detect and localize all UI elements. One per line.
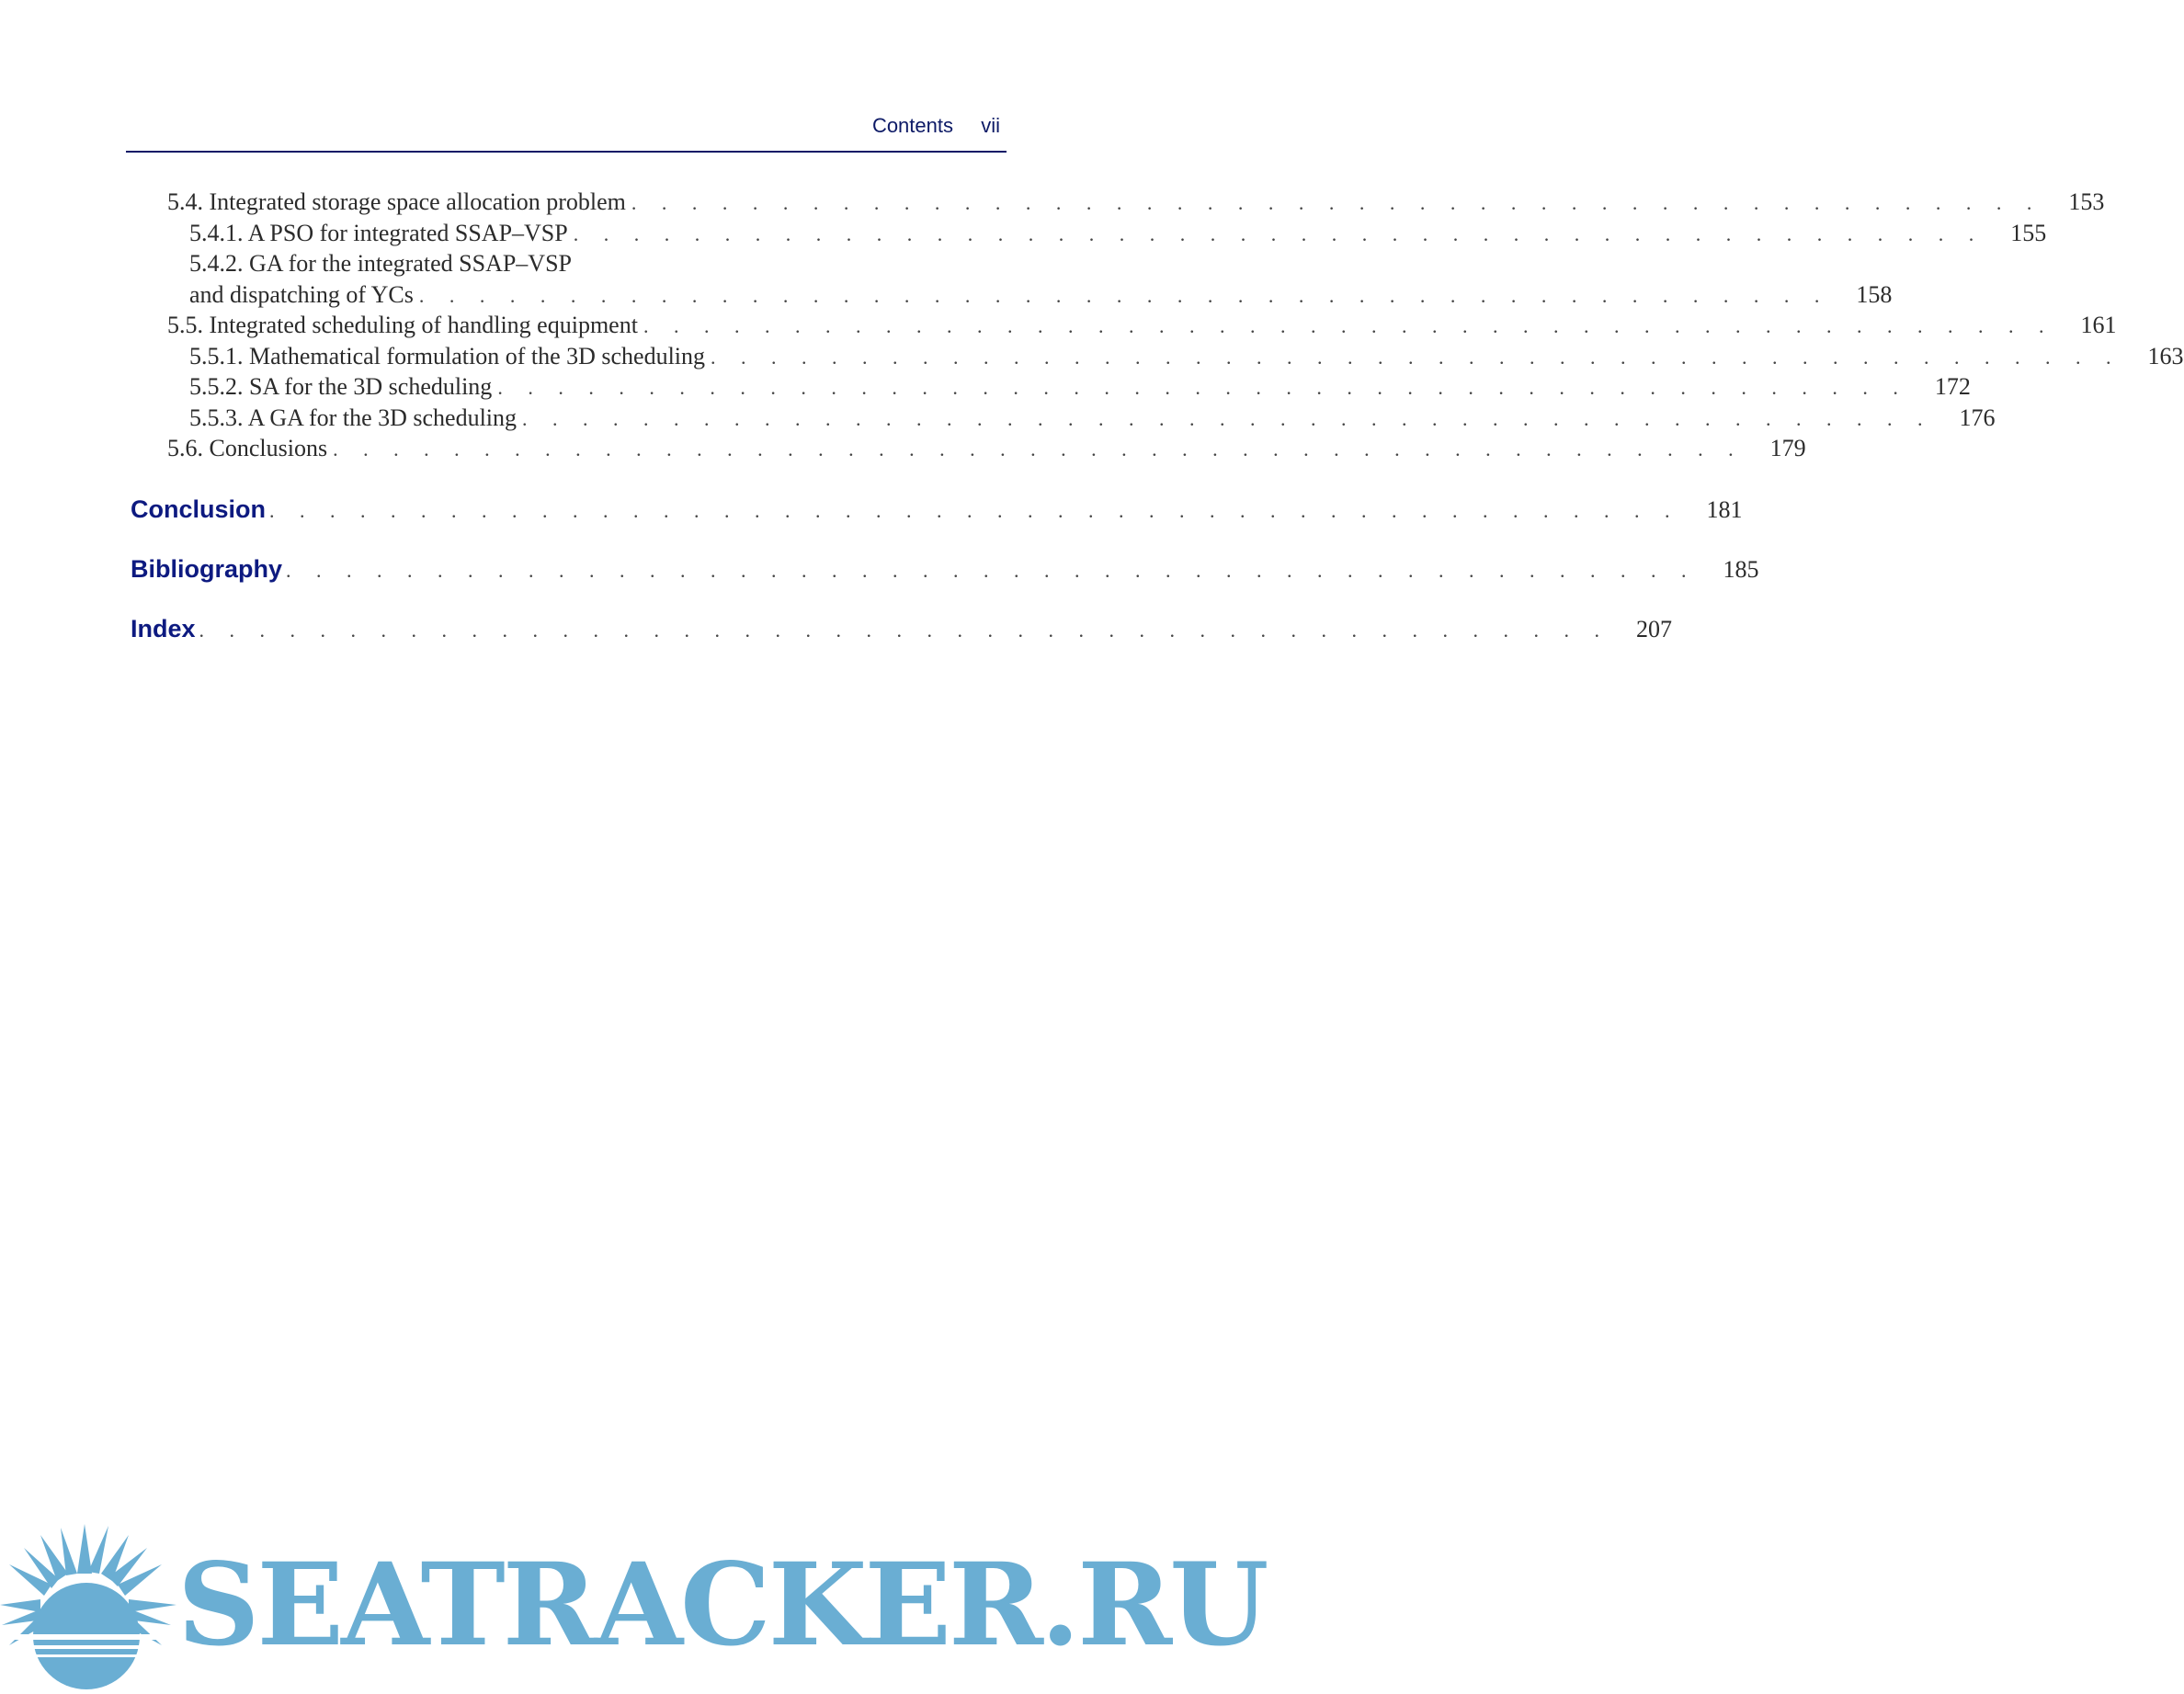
toc-entry-title: 5.5. Integrated scheduling of handling equipment xyxy=(167,312,638,338)
toc-chapter-index[interactable] xyxy=(131,599,1673,659)
dot-leader: . . . . . . . . . . . . . . . . . . . . . . . . . . . . . . . . . . . . . . . . . . . . . . . xyxy=(497,376,1908,399)
toc-entry-page: 153 xyxy=(2068,188,2105,215)
toc-entry-page: 163 xyxy=(2147,342,2184,369)
dot-leader: . . . . . . . . . . . . . . . . . . . . . . . . . . . . . . . . . . . . . . . . . . . . . . . xyxy=(199,619,1610,642)
toc-chapter-page: 181 xyxy=(1706,496,1743,523)
toc-entry-page: 155 xyxy=(2010,219,2047,246)
running-header xyxy=(126,108,1007,153)
header-title: Contents xyxy=(871,114,953,137)
header-page-number: vii xyxy=(981,114,1000,137)
toc-chapter-title: Conclusion xyxy=(131,495,266,523)
toc-entry-5-4-1[interactable] xyxy=(131,218,2047,249)
toc-entry-page: 179 xyxy=(1769,435,1806,461)
dot-leader: . . . . . . . . . . . . . . . . . . . . . . . . . . . . . . . . . . . . . . . . . . . . . . . xyxy=(333,438,1744,460)
toc-entry-title: 5.5.3. A GA for the 3D scheduling xyxy=(189,404,518,431)
toc-entry-5-5-3[interactable] xyxy=(131,403,1996,434)
toc-entry-title: 5.6. Conclusions xyxy=(167,435,328,461)
toc-chapter-bibliography[interactable] xyxy=(131,540,1759,599)
watermark xyxy=(0,1517,1267,1694)
dot-leader: . . . . . . . . . . . . . . . . . . . . . . . . . . . . . . . . . . . . . . . . . . . . . . . xyxy=(631,191,2042,214)
dot-leader: . . . . . . . . . . . . . . . . . . . . . . . . . . . . . . . . . . . . . . . . . . . . . . . xyxy=(643,314,2054,337)
watermark-text: SEATRACKER.RU xyxy=(177,1539,1267,1672)
toc-entry-5-5-2[interactable] xyxy=(131,371,1971,403)
toc-chapter-title: Bibliography xyxy=(131,555,283,583)
toc-entry-title: 5.4. Integrated storage space allocation problem xyxy=(167,188,626,215)
dot-leader: . . . . . . . . . . . . . . . . . . . . . . . . . . . . . . . . . . . . . . . . . . . . . . . xyxy=(573,222,1985,245)
toc-entry-5-5-1[interactable] xyxy=(131,341,2184,372)
toc-chapters xyxy=(131,480,1759,659)
toc-entry-5-4-2-continued[interactable] xyxy=(131,279,1893,311)
toc-entry-title: 5.4.2. GA for the integrated SSAP–VSP xyxy=(189,250,572,277)
toc-chapter-conclusion[interactable] xyxy=(131,480,1743,540)
toc-entry-title: 5.5.1. Mathematical formulation of the 3D scheduling xyxy=(189,342,706,369)
dot-leader: . . . . . . . . . . . . . . . . . . . . . . . . . . . . . . . . . . . . . . . . . . . . . . . xyxy=(522,406,1933,430)
toc-entry-title: and dispatching of YCs xyxy=(189,280,414,308)
toc-entry-page: 172 xyxy=(1934,373,1971,400)
toc-entry-title: 5.4.1. A PSO for integrated SSAP–VSP xyxy=(189,219,568,246)
toc-entry-page: 158 xyxy=(1856,280,1893,308)
toc-chapter-page: 207 xyxy=(1636,616,1673,642)
toc-entry-5-5[interactable] xyxy=(131,310,2117,341)
toc-entry-5-4-2[interactable] xyxy=(131,248,1003,279)
dot-leader: . . . . . . . . . . . . . . . . . . . . . . . . . . . . . . . . . . . . . . . . . . . . . . . xyxy=(711,345,2121,369)
dot-leader: . . . . . . . . . . . . . . . . . . . . . . . . . . . . . . . . . . . . . . . . . . . . . . . xyxy=(269,499,1680,522)
toc-entry-page: 176 xyxy=(1959,404,1996,431)
toc-entry-5-4[interactable] xyxy=(131,187,2105,218)
toc-entry-5-6[interactable] xyxy=(131,433,1806,464)
dot-leader: . . . . . . . . . . . . . . . . . . . . . . . . . . . . . . . . . . . . . . . . . . . . . . . xyxy=(286,559,1697,582)
table-of-contents xyxy=(131,187,2184,464)
toc-chapter-title: Index xyxy=(131,615,196,642)
toc-entry-page: 161 xyxy=(2080,312,2117,338)
dot-leader: . . . . . . . . . . . . . . . . . . . . . . . . . . . . . . . . . . . . . . . . . . . . . . . xyxy=(418,283,1830,307)
toc-entry-title: 5.5.2. SA for the 3D scheduling xyxy=(189,373,493,400)
sun-icon xyxy=(0,1517,184,1694)
toc-chapter-page: 185 xyxy=(1723,556,1759,583)
